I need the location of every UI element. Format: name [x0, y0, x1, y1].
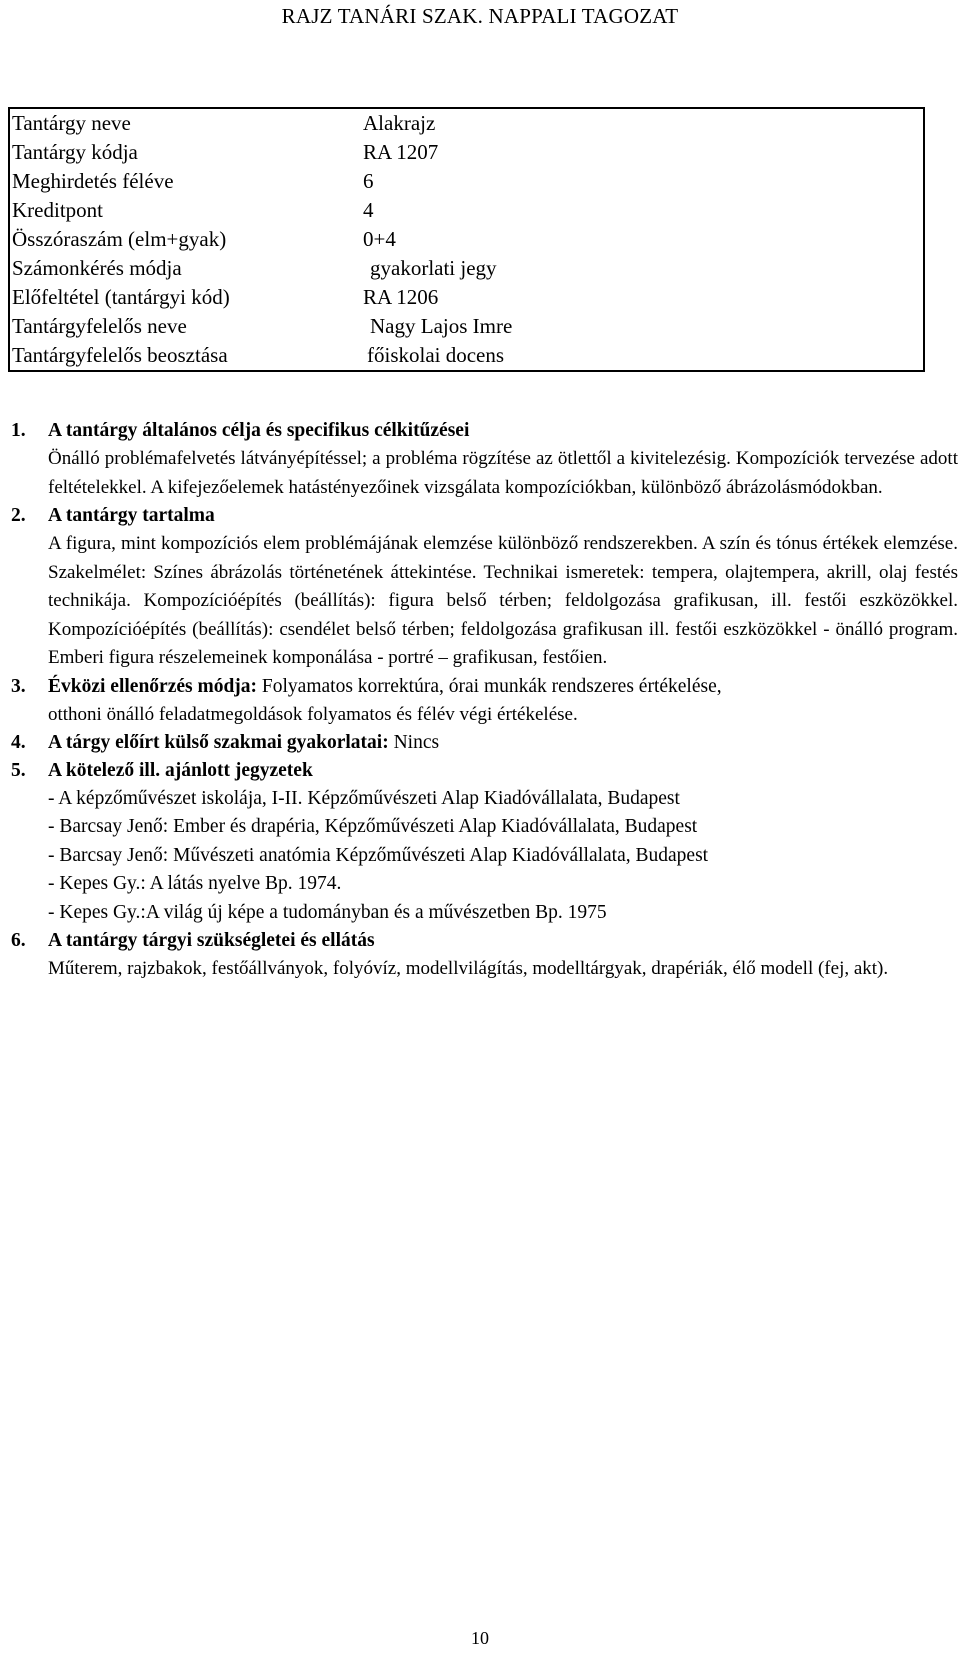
list-item: - Kepes Gy.:A világ új képe a tudományban és a művészetben Bp. 1975: [48, 901, 607, 923]
section-text: Műterem, rajzbakok, festőállványok, folyóvíz, modellvilágítás, modelltárgyak, drapériák, élő modell (fej, akt).: [48, 958, 889, 980]
table-row: [9, 283, 924, 312]
row-value: Nagy Lajos Imre: [370, 314, 513, 338]
row-value: 0+4: [363, 227, 396, 251]
row-label: Tantárgy neve: [12, 111, 131, 135]
section-title: A tantárgy tartalma: [48, 505, 215, 526]
table-row: [9, 196, 924, 225]
table-row: [9, 312, 924, 341]
row-label: Előfeltétel (tantárgyi kód): [12, 285, 230, 309]
table-row: [9, 254, 924, 283]
row-value: Alakrajz: [363, 111, 436, 135]
row-value: RA 1206: [363, 285, 439, 309]
table-row: [9, 108, 924, 138]
row-label: Kreditpont: [12, 198, 103, 222]
table-row: [9, 341, 924, 371]
section-text: A figura, mint kompozíciós elem problémájának elemzése különböző rendszerekben. A szín és tónus értékek elemzése. Szakelmélet: Színes ábrázolás történetének áttekintése. Technikai ismeretek: tempera, olajtempera, akrill, olaj festés technikája. Kompozícióépítés (beállítás): figura belső térben; feldolgozása grafikusan, ill. festői eszközökkel. Kompozícióépítés (beállítás): csendélet belső térben; feldolgozása grafikusan ill. festői eszközökkel - önálló program. Emberi figura részelemeinek komponálása - portré – grafikusan, festőien.: [48, 533, 958, 668]
course-info-table: [8, 107, 925, 372]
section-content: [11, 502, 958, 673]
section-number: 3.: [11, 675, 26, 697]
section-text: Önálló problémafelvetés látványépítéssel; a probléma rögzítése az ötlettől a kivitelezésig. Kompozíciók tervezése adott feltételekkel. A kifejezőelemek hatástényezőinek vizsgálata kompozíciókban, különböző ábrázolásmódokban.: [48, 448, 958, 498]
section-title: A tantárgy tárgyi szükségletei és ellátás: [48, 930, 375, 952]
page-number: 10: [471, 1628, 489, 1648]
section-title: A kötelező ill. ajánlott jegyzetek: [48, 759, 313, 781]
section-number: 2.: [11, 505, 26, 526]
section-goals: [11, 417, 958, 502]
section-number: 4.: [11, 731, 26, 753]
section-assessment: [11, 673, 958, 729]
row-label: Tantárgyfelelős beosztása: [12, 343, 228, 367]
row-value: RA 1207: [363, 140, 439, 164]
table-row: [9, 225, 924, 254]
course-description: [11, 417, 958, 984]
section-references: [11, 757, 958, 928]
list-item: - Kepes Gy.: A látás nyelve Bp. 1974.: [48, 873, 342, 895]
section-requirements: [11, 927, 958, 984]
list-item: - A képzőművészet iskolája, I-II. Képzőművészeti Alap Kiadóvállalata, Budapest: [48, 787, 680, 809]
section-title: Évközi ellenőrzés módja:: [48, 675, 258, 697]
row-label: Tantárgyfelelős neve: [12, 314, 187, 338]
page-header: RAJZ TANÁRI SZAK. NAPPALI TAGOZAT: [281, 4, 679, 28]
row-value: 4: [363, 198, 374, 222]
reference-list: [11, 785, 958, 928]
section-text: Nincs: [393, 731, 440, 753]
section-text-continued: otthoni önálló feladatmegoldások folyamatos és félév végi értékelése.: [48, 703, 578, 725]
section-number: 1.: [11, 420, 26, 441]
row-label: Tantárgy kódja: [12, 140, 138, 164]
row-value: 6: [363, 169, 374, 193]
section-title: A tárgy előírt külső szakmai gyakorlatai:: [48, 731, 389, 753]
row-value: gyakorlati jegy: [370, 256, 497, 280]
section-text: Folyamatos korrektúra, órai munkák rendszeres értékelése,: [261, 675, 722, 697]
row-label: Számonkérés módja: [12, 256, 182, 280]
list-item: - Barcsay Jenő: Művészeti anatómia Képzőművészeti Alap Kiadóvállalata, Budapest: [48, 844, 709, 866]
section-number: 5.: [11, 759, 26, 781]
row-label: Meghirdetés féléve: [12, 169, 174, 193]
section-number: 6.: [11, 930, 26, 952]
section-practice: [11, 729, 958, 757]
row-label: Összóraszám (elm+gyak): [12, 227, 227, 251]
table-row: [9, 138, 924, 167]
list-item: - Barcsay Jenő: Ember és drapéria, Képzőművészeti Alap Kiadóvállalata, Budapest: [48, 816, 698, 838]
section-title: A tantárgy általános célja és specifikus célkitűzései: [48, 420, 470, 441]
table-row: [9, 167, 924, 196]
row-value: főiskolai docens: [367, 343, 505, 367]
